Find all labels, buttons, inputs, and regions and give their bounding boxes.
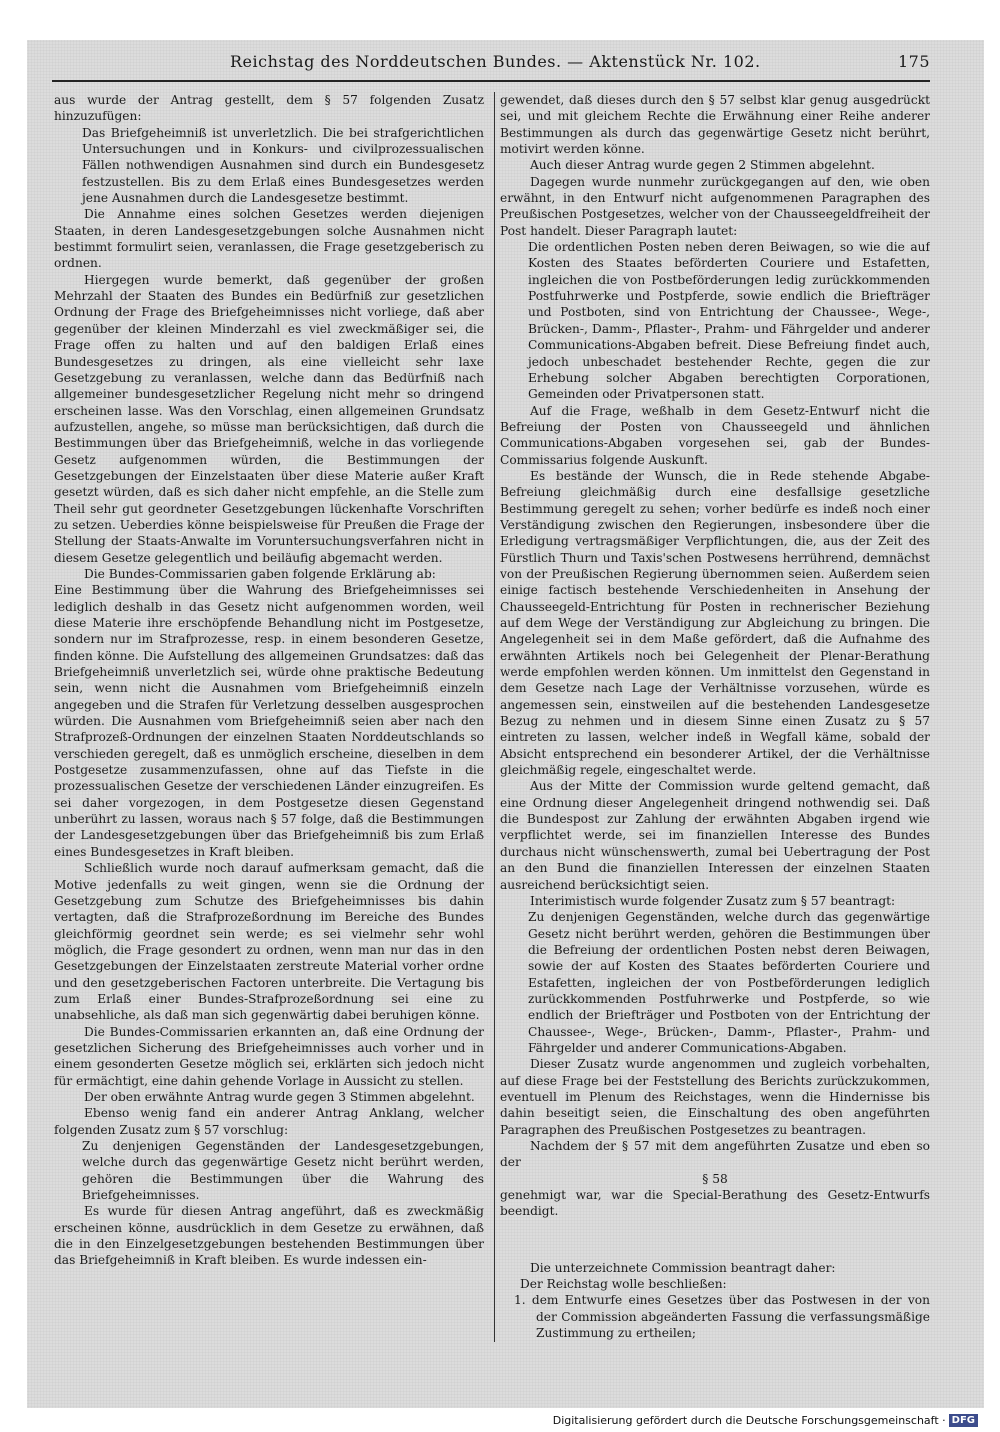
right-column-paragraph: gewendet, daß dieses durch den § 57 selbst klar genug ausgedrückt sei, und mit gleichem Rechte die Erwähnung einer Reihe anderer Bestimmungen als durch das gegenwärtige Gesetz nicht berührt, motivirt werden könne. — [500, 93, 930, 157]
dfg-logo: DFG — [949, 1414, 978, 1427]
right-column-paragraph: Der Reichstag wolle beschließen: — [520, 1277, 727, 1292]
left-column-paragraph: Die Bundes-Commissarien erkannten an, daß eine Ordnung der gesetzlichen Sicherung des Briefgeheimnisses auch vorher und in einem gesonderten Gesetze möglich sei, erklärten sich jedoch nicht für ermächtigt, eine dahin gehende Vorlage in Aussicht zu stellen. — [54, 1024, 484, 1088]
left-column-paragraph: aus wurde der Antrag gestellt, dem § 57 folgenden Zusatz hinzuzufügen: — [54, 93, 484, 124]
left-column-paragraph: Es wurde für diesen Antrag angeführt, daß es zweckmäßig erscheinen könne, ausdrücklich in dem Gesetze zu erwähnen, daß die in den Einzelgesetzgebungen bestehenden Bestimmungen über das Briefgeheimniß in Kraft bleiben. Es wurde indessen ein- — [54, 1204, 484, 1268]
left-column-paragraph: Ebenso wenig fand ein anderer Antrag Anklang, welcher folgenden Zusatz zum § 57 vorschlug: — [54, 1106, 484, 1137]
right-column-paragraph: 1. dem Entwurfe eines Gesetzes über das Postwesen in der von der Commission abgeänderten Fassung die verfassungsmäßige Zustimmung zu ertheilen; — [514, 1293, 930, 1341]
left-column-paragraph: Hiergegen wurde bemerkt, daß gegenüber der großen Mehrzahl der Staaten des Bundes ein Bedürfniß zur gesetzlichen Ordnung der Frage des Briefgeheimnisses nicht vorliege, daß aber gegenüber der kleinen Minderzahl es viel zweckmäßiger sei, die Frage offen zu halten und auf den baldigen Erlaß eines Bundesgesetzes zu dringen, als eine vielleicht sehr laxe Gesetzgebung zu veranlassen, welche dann das Bedürfniß nach allgemeiner bundesgesetzlicher Regelung nicht mehr so dringend erscheinen lasse. Was den Vorschlag, einen allgemeinen Grundsatz aufzustellen, angehe, so müsse man berücksichtigen, daß durch die Bestimmungen über das Briefgeheimniß, welche in das vorliegende Gesetz aufgenommen würden, die Bestimmungen der Gesetzgebungen der Einzelstaaten über diese Materie außer Kraft gesetzt würden, daß es sich daher nicht empfehle, an die Stelle zum Theil sehr gut geordneter Gesetzgebungen lückenhafte Vorschriften zu setzen. Ueberdies könne beispielsweise für Preußen die Frage der Stellung der Staats-Anwalte im Voruntersuchungsverfahren nicht in diesem Gesetze gelegentlich und beiläufig abgemacht werden. — [54, 272, 484, 565]
running-head — [230, 50, 930, 74]
right-column-paragraph: Dagegen wurde nunmehr zurückgegangen auf den, wie oben erwähnt, in den Entwurf nicht aufgenommenen Paragraphen des Preußischen Postgesetzes, welcher von der Chausseegeldfreiheit der Post handelt. Dieser Paragraph lautet: — [500, 174, 930, 238]
right-column-paragraph: Dieser Zusatz wurde angenommen und zugleich vorbehalten, auf diese Frage bei der Feststellung des Berichts zurückzukommen, eventuell im Plenum des Reichstages, wenn die Hindernisse bis dahin beseitigt seien, die Einschaltung des oben angeführten Paragraphen des Preußischen Postgesetzes zu beantragen. — [500, 1057, 930, 1137]
left-column-paragraph: Zu denjenigen Gegenständen der Landesgesetzgebungen, welche durch das gegenwärtige Gesetz nicht berührt werden, gehören die Bestimmungen über die Wahrung des Briefgeheimnisses. — [82, 1139, 484, 1203]
left-column — [54, 92, 484, 1357]
left-column-paragraph: Eine Bestimmung über die Wahrung des Briefgeheimnisses sei lediglich deshalb in das Gesetz nicht aufgenommen worden, weil diese Materie ihre erschöpfende Behandlung nicht im Postgesetze, sondern nur im Strafprozesse, resp. in einem besonderen Gesetze, finden könne. Die Aufstellung des allgemeinen Grundsatzes: daß das Briefgeheimniß unverletzlich sei, würde ohne praktische Bedeutung sein, wenn nicht die Ausnahmen vom Briefgeheimniß einzeln angegeben und die Strafen für Verletzung desselben ausgesprochen würden. Die Ausnahmen vom Briefgeheimniß seien aber nach den Strafprozeß-Ordnungen der einzelnen Staaten Norddeutschlands so verschieden geregelt, daß es unmöglich erscheine, dieselben in dem Postgesetze zusammenzufassen, ohne auf das Tiefste in die prozessualischen Gesetze der verschiedenen Länder einzugreifen. Es sei daher vorgezogen, in dem Postgesetze diesen Gegenstand unberührt zu lassen, woraus nach § 57 folge, daß die Bestimmungen der Landesgesetzgebungen über das Briefgeheimniß bis zum Erlaß eines Bundesgesetzes in Kraft bleiben. — [54, 583, 484, 859]
right-column-paragraph: Die ordentlichen Posten neben deren Beiwagen, so wie die auf Kosten des Staates beförderten Couriere und Estafetten, ingleichen die von Postbeförderungen ledig zurückkommenden Postfuhrwerke und Postpferde, sowie endlich die Briefträger und Postboten, sind von Entrichtung der Chaussee-, Wege-, Brücken-, Damm-, Pflaster-, Prahm- und Fährgelder und anderer Communications-Abgaben befreit. Diese Befreiung findet auch, jedoch unbeschadet bestehender Rechte, gegen die zur Erhebung solcher Abgaben berechtigten Corporationen, Gemeinden oder Privatpersonen statt. — [528, 240, 930, 402]
left-column-paragraph: Schließlich wurde noch darauf aufmerksam gemacht, daß die Motive jedenfalls zu weit gingen, wenn sie die Ordnung der Gesetzgebung zum Schutze des Briefgeheimnisses bis dahin vertagten, daß die Strafprozeßordnung im Bereiche des Bundes gleichförmig geordnet sein werde; es sei vielmehr sehr wohl möglich, die Frage gesondert zu ordnen, wenn man nur das in den Gesetzgebungen der Einzelstaaten zerstreute Material vorher ordne und den gesetzgeberischen Factoren unterbreite. Die Vertagung bis zum Erlaß einer Bundes-Strafprozeßordnung sei eine zu unabsehliche, als daß man sich gegenwärtig dabei beruhigen könne. — [54, 861, 484, 1023]
right-column-paragraph: Zu denjenigen Gegenständen, welche durch das gegenwärtige Gesetz nicht berührt werden, gehören die Bestimmungen über die Befreiung der ordentlichen Posten nebst deren Beiwagen, sowie der auf Kosten des Staates beförderten Couriere und Estafetten, ingleichen der von Postbeförderungen lediglich zurückkommenden Postfuhrwerke und Postpferde, so wie endlich der Briefträger und Postboten von der Entrichtung der Chaussee-, Wege-, Brücken-, Damm-, Pflaster-, Prahm- und Fährgelder und anderer Communications-Abgaben. — [528, 910, 930, 1055]
right-column-paragraph: Nachdem der § 57 mit dem angeführten Zusatze und eben so der — [500, 1139, 930, 1170]
right-column-paragraph: Auch dieser Antrag wurde gegen 2 Stimmen abgelehnt. — [530, 158, 875, 173]
right-column-paragraph: Die unterzeichnete Commission beantragt daher: — [530, 1260, 836, 1275]
right-column-paragraph: Interimistisch wurde folgender Zusatz zum § 57 beantragt: — [530, 893, 896, 908]
column-divider — [494, 92, 495, 1342]
right-column-paragraph: Aus der Mitte der Commission wurde geltend gemacht, daß eine Ordnung dieser Angelegenheit dringend nothwendig sei. Daß die Bundespost zur Zahlung der erwähnten Abgaben irgend wie verpflichtet werde, sei im finanziellen Interesse des Bundes durchaus nicht wünschenswerth, zumal bei Uebertragung der Post an den Bund die finanziellen Interessen der einzelnen Staaten ausreichend berücksichtigt seien. — [500, 779, 930, 892]
right-column-paragraph: § 58 — [702, 1171, 728, 1186]
left-column-paragraph: Der oben erwähnte Antrag wurde gegen 3 Stimmen abgelehnt. — [84, 1089, 475, 1104]
left-column-paragraph: Die Bundes-Commissarien gaben folgende Erklärung ab: — [84, 566, 436, 581]
right-column-paragraph: Es bestände der Wunsch, die in Rede stehende Abgabe-Befreiung gleichmäßig durch eine desfallsige gesetzliche Bestimmung geregelt zu sehen; vorher bedürfe es indeß noch einer Verständigung zwischen den Regierungen, insbesondere über die Erledigung vertragsmäßiger Verpflichtungen, die, aus der Zeit des Fürstlich Thurn und Taxis'schen Postwesens herrührend, demnächst von der Preußischen Regierung übernommen seien. Außerdem seien einige factisch bestehende Verschiedenheiten in Ansehung der Chausseegeld-Entrichtung für Posten in rechnerischer Beziehung auf dem Wege der Verständigung zur Abgleichung zu bringen. Die Angelegenheit sei in dem Maße gefördert, daß die Aufnahme des erwähnten Artikels noch bei Gelegenheit der Plenar-Berathung werde empfohlen werden können. Um inmittelst den Gegenstand in dem Gesetze nach Lage der Verhältnisse vorzusehen, würde es angemessen sein, einstweilen auf die bestehenden Landesgesetze Bezug zu nehmen und in diesem Sinne einen Zusatz zu § 57 eintreten zu lassen, welcher indeß in Wegfall käme, sobald der Absicht entsprechend ein besonderer Artikel, der die Verhältnisse gleichmäßig regele, eingeschaltet werde. — [500, 468, 930, 778]
right-column-paragraph: genehmigt war, war die Special-Berathung des Gesetz-Entwurfs beendigt. — [500, 1188, 930, 1219]
footer-credit — [553, 1413, 978, 1429]
left-column-paragraph: Die Annahme eines solchen Gesetzes werden diejenigen Staaten, in deren Landesgesetzgebungen solche Ausnahmen nicht bestimmt formulirt seien, veranlassen, die Frage gesetzgeberisch zu ordnen. — [54, 207, 484, 271]
left-column-paragraph: Das Briefgeheimniß ist unverletzlich. Die bei strafgerichtlichen Untersuchungen und in Konkurs- und civilprozessualischen Fällen nothwendigen Ausnahmen sind durch ein Bundesgesetz festzustellen. Bis zu dem Erlaß eines Bundesgesetzes werden jene Ausnahmen durch die Landesgesetze bestimmt. — [82, 125, 484, 206]
right-column-paragraph: Auf die Frage, weßhalb in dem Gesetz-Entwurf nicht die Befreiung der Posten von Chausseegeld und ähnlichen Communications-Abgaben vorgesehen sei, gab der Bundes-Commissarius folgende Auskunft. — [500, 403, 930, 467]
header-rule — [52, 80, 930, 82]
right-column — [500, 92, 930, 1357]
running-head-title: Reichstag des Norddeutschen Bundes. — Aktenstück Nr. 102. — [230, 52, 761, 71]
footer-text: Digitalisierung gefördert durch die Deutsche Forschungsgemeinschaft · — [552, 1414, 946, 1427]
page-number: 175 — [897, 52, 930, 71]
